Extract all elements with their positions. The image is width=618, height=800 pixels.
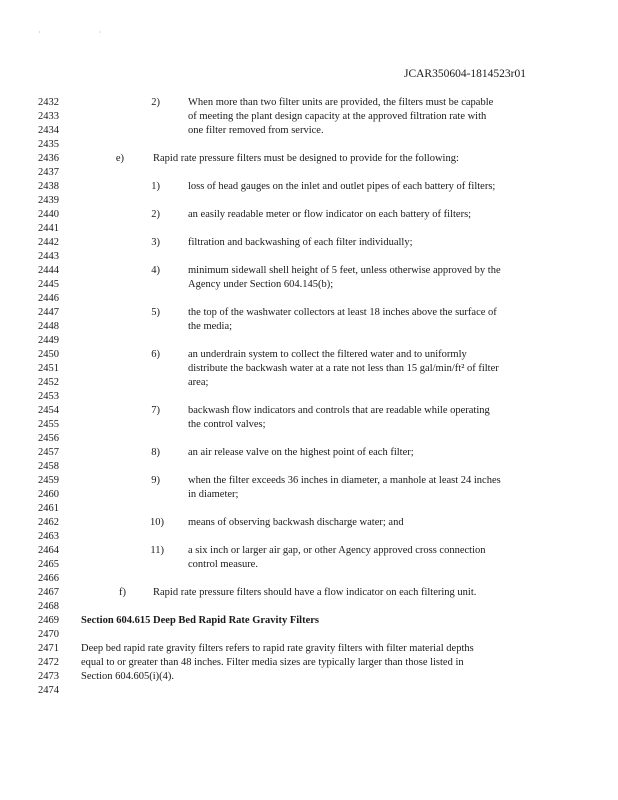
body-line: area; [188,377,209,388]
body-line: of meeting the plant design capacity at the approved filtration rate with [188,111,487,122]
line-number: 2471 [38,643,59,654]
subsection-marker: f) [119,587,126,598]
line-number: 2449 [38,335,59,346]
item-marker: 9) [151,475,160,486]
item-marker: 7) [151,405,160,416]
line-number: 2434 [38,125,59,136]
document-id: JCAR350604-1814523r01 [403,68,526,80]
line-number: 2442 [38,237,59,248]
line-number: 2461 [38,503,59,514]
line-number: 2458 [38,461,59,472]
line-number: 2433 [38,111,59,122]
body-line: an underdrain system to collect the filtered water and to uniformly [188,349,467,360]
item-marker: 4) [151,265,160,276]
line-number: 2466 [38,573,59,584]
line-number: 2448 [38,321,59,332]
body-line: means of observing backwash discharge water; and [188,517,404,528]
line-number: 2460 [38,489,59,500]
subsection-text: Rapid rate pressure filters must be designed to provide for the following: [153,153,459,164]
body-line: loss of head gauges on the inlet and outlet pipes of each battery of filters; [188,181,496,192]
body-line: filtration and backwashing of each filter individually; [188,237,413,248]
line-number: 2439 [38,195,59,206]
body-line: Agency under Section 604.145(b); [188,279,334,290]
item-marker: 1) [151,181,160,192]
line-number: 2432 [38,97,59,108]
line-number: 2472 [38,657,59,668]
line-number: 2457 [38,447,59,458]
line-number: 2438 [38,181,59,192]
line-number: 2455 [38,419,59,430]
line-number: 2467 [38,587,59,598]
line-number: 2454 [38,405,59,416]
line-number: 2436 [38,153,59,164]
line-number: 2462 [38,517,59,528]
line-number: 2469 [38,615,59,626]
line-number: 2464 [38,545,59,556]
line-number: 2473 [38,671,59,682]
body-line: the control valves; [188,419,266,430]
subsection-text: Rapid rate pressure filters should have a flow indicator on each filtering unit. [153,587,477,598]
body-line: Deep bed rapid rate gravity filters refers to rapid rate gravity filters with filter material depths [81,643,474,654]
item-marker: 2) [151,209,160,220]
line-number: 2474 [38,685,59,696]
item-marker: 6) [151,349,160,360]
body-line: distribute the backwash water at a rate not less than 15 gal/min/ft² of filter [188,363,499,374]
body-line: the top of the washwater collectors at least 18 inches above the surface of [188,307,497,318]
body-line: an easily readable meter or flow indicator on each battery of filters; [188,209,472,220]
line-number: 2451 [38,363,59,374]
line-number: 2450 [38,349,59,360]
body-line: equal to or greater than 48 inches. Filter media sizes are typically larger than those listed in [81,657,464,668]
line-number: 2463 [38,531,59,542]
line-number: 2443 [38,251,59,262]
line-number: 2452 [38,377,59,388]
item-marker: 10) [150,517,164,528]
section-heading: Section 604.615 Deep Bed Rapid Rate Gravity Filters [81,615,319,626]
line-number: 2447 [38,307,59,318]
body-line: When more than two filter units are provided, the filters must be capable [188,97,494,108]
line-number: 2446 [38,293,59,304]
item-marker: 11) [150,545,164,556]
item-marker: 2) [151,97,160,108]
line-number: 2470 [38,629,59,640]
body-line: backwash flow indicators and controls that are readable while operating [188,405,490,416]
body-line: the media; [188,321,233,332]
line-number: 2465 [38,559,59,570]
line-number: 2437 [38,167,59,178]
line-number: 2440 [38,209,59,220]
line-number: 2456 [38,433,59,444]
body-line: one filter removed from service. [188,125,324,136]
line-number: 2468 [38,601,59,612]
body-line: control measure. [188,559,258,570]
line-number: 2453 [38,391,59,402]
line-number: 2459 [38,475,59,486]
body-line: a six inch or larger air gap, or other Agency approved cross connection [188,545,486,556]
line-number: 2435 [38,139,59,150]
line-number: 2445 [38,279,59,290]
body-line: minimum sidewall shell height of 5 feet, unless otherwise approved by the [188,265,501,276]
subsection-marker: e) [115,153,124,164]
item-marker: 5) [151,307,160,318]
body-line: Section 604.605(i)(4). [81,671,175,682]
line-number: 2441 [38,223,59,234]
item-marker: 8) [151,447,160,458]
body-line: in diameter; [188,489,239,500]
scan-specks: · · [38,28,130,37]
body-line: an air release valve on the highest point of each filter; [188,447,414,458]
item-marker: 3) [151,237,160,248]
body-line: when the filter exceeds 36 inches in diameter, a manhole at least 24 inches [188,475,501,486]
line-number: 2444 [38,265,59,276]
